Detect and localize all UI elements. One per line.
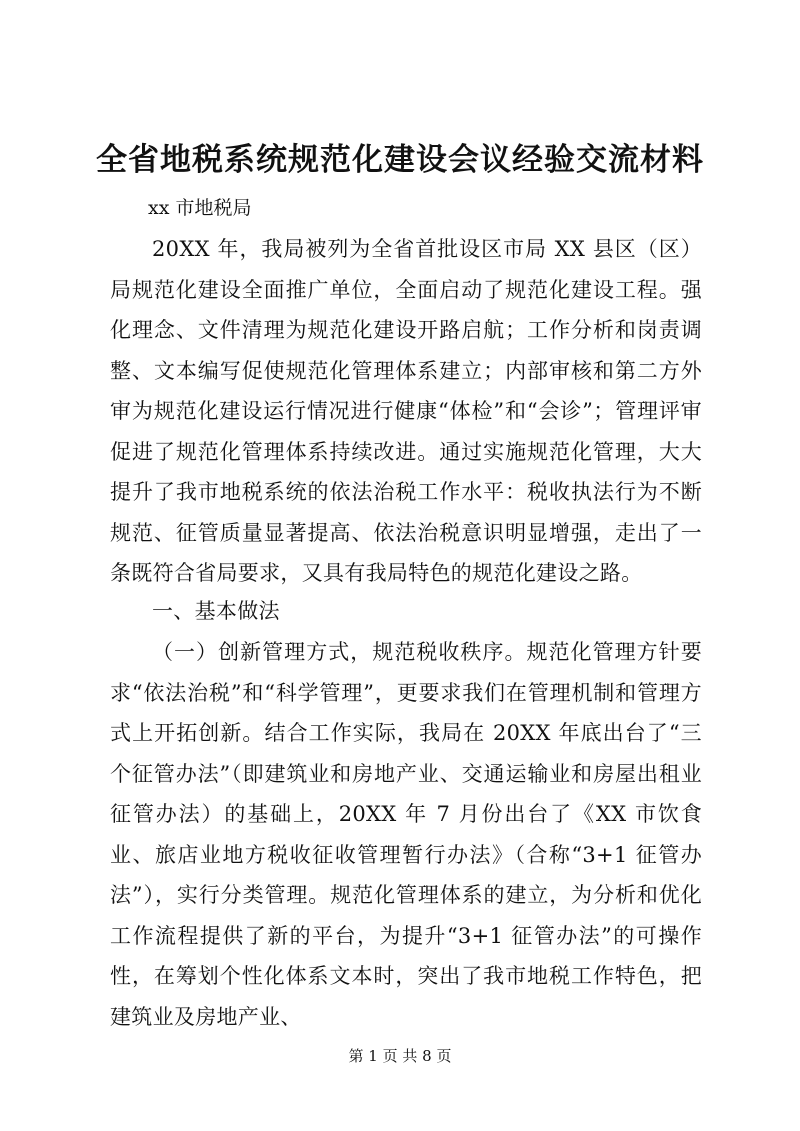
page-title: 全省地税系统规范化建设会议经验交流材料 xyxy=(96,142,704,178)
author-line: xx 市地税局 xyxy=(148,197,252,219)
section-heading: 一、基本做法 xyxy=(152,599,280,623)
paragraph-intro: 20XX 年，我局被列为全省首批设区市局 XX 县区（区）局规范化建设全面推广单位，全面启动了规范化建设工程。强化理念、文件清理为规范化建设开路启航；工作分析和岗责调整、文本编写促使规范化管理体系建立；内部审核和第二方外审为规范化建设运行情况进行健康“体检”和“会诊”；管理评审促进了规范化管理体系持续改进。通过实施规范化管理，大大提升了我市地税系统的依法治税工作水平：税收执法行为不断规范、征管质量显著提高、依法治税意识明显增强，走出了一条既符合省局要求，又具有我局特色的规范化建设之路。 xyxy=(110,237,702,585)
paragraph-section-one: （一）创新管理方式，规范税收秩序。规范化管理方针要求“依法治税”和“科学管理”，更要求我们在管理机制和管理方式上开拓创新。结合工作实际，我局在 20XX 年底出台了“三个征管办法”（即建筑业和房地产业、交通运输业和房屋出租业征管办法）的基础上，20XX 年 7 月份出台了《XX 市饮食业、旅店业地方税收征收管理暂行办法》（合称“3+1 征管办法”），实行分类管理。规范化管理体系的建立，为分析和优化工作流程提供了新的平台，为提升“3+1 征管办法”的可操作性，在筹划个性化体系文本时，突出了我市地税工作特色，把建筑业及房地产业、 xyxy=(110,640,702,1029)
page-footer: 第 1 页 共 8 页 xyxy=(348,1047,452,1065)
